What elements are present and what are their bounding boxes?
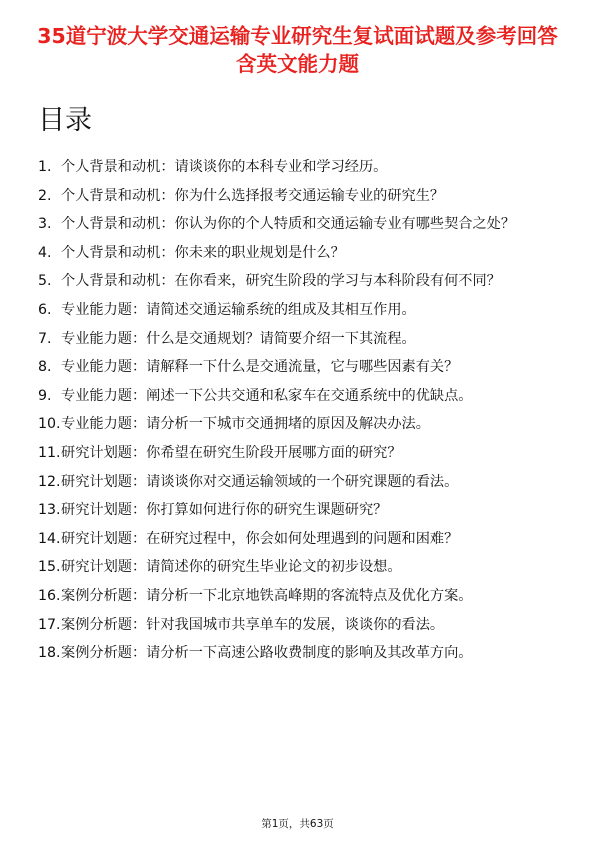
toc-item-text: 个人背景和动机：请谈谈你的本科专业和学习经历。: [61, 159, 388, 175]
toc-item-text: 研究计划题：在研究过程中，你会如何处理遇到的问题和困难？: [61, 530, 459, 547]
toc-item-text: 个人背景和动机：你未来的职业规划是什么？: [61, 244, 345, 261]
toc-item-number: 2.: [38, 187, 52, 204]
toc-item-number: 18.: [38, 645, 61, 662]
toc-item-number: 15.: [38, 559, 61, 576]
toc-heading: 目录: [38, 105, 92, 136]
toc-item-text: 专业能力题：请分析一下城市交通拥堵的原因及解决办法。: [61, 416, 430, 433]
toc-item-number: 11.: [38, 444, 61, 461]
toc-item-text: 专业能力题：请简述交通运输系统的组成及其相互作用。: [61, 301, 416, 318]
toc-item[interactable]: [38, 643, 563, 663]
toc-item-text: 案例分析题：请分析一下北京地铁高峰期的客流特点及优化方案。: [61, 587, 473, 604]
toc-item-number: 5.: [38, 273, 52, 290]
toc-item[interactable]: [38, 157, 563, 177]
toc-item[interactable]: [38, 214, 563, 234]
toc-item-number: 16.: [38, 587, 61, 604]
toc-item[interactable]: [38, 529, 563, 549]
toc-item-number: 7.: [38, 330, 52, 347]
toc-item[interactable]: [38, 586, 563, 606]
toc-item-text: 个人背景和动机：你为什么选择报考交通运输专业的研究生？: [61, 187, 445, 204]
toc-item[interactable]: [38, 329, 563, 349]
toc-item-number: 6.: [38, 301, 52, 318]
toc-item[interactable]: [38, 500, 563, 520]
toc-item[interactable]: [38, 357, 563, 377]
toc-item[interactable]: [38, 414, 563, 434]
toc-item[interactable]: [38, 186, 563, 206]
toc-item[interactable]: [38, 300, 563, 320]
toc-item-number: 3.: [38, 216, 52, 233]
page-footer: 第1页，共63页: [261, 818, 334, 830]
toc-item-text: 专业能力题：请解释一下什么是交通流量，它与哪些因素有关？: [61, 359, 459, 376]
toc-item-text: 专业能力题：阐述一下公共交通和私家车在交通系统中的优缺点。: [61, 387, 473, 404]
toc-item-number: 1.: [38, 159, 52, 175]
toc-item-text: 案例分析题：针对我国城市共享单车的发展，谈谈你的看法。: [61, 616, 445, 633]
toc-item-text: 研究计划题：请简述你的研究生毕业论文的初步设想。: [61, 559, 402, 576]
toc-item[interactable]: [38, 271, 563, 291]
document-title: 35道宁波大学交通运输专业研究生复试面试题及参考回答含英文能力题: [37, 24, 558, 76]
toc-item-text: 个人背景和动机：在你看来，研究生阶段的学习与本科阶段有何不同？: [61, 273, 501, 290]
toc-item[interactable]: [38, 443, 563, 463]
toc-item-number: 9.: [38, 387, 52, 404]
toc-item-number: 14.: [38, 530, 61, 547]
toc-item[interactable]: [38, 557, 563, 577]
toc-item[interactable]: [38, 386, 563, 406]
toc-list: [38, 157, 563, 672]
toc-item[interactable]: [38, 243, 563, 263]
toc-item-number: 17.: [38, 616, 61, 633]
toc-item-number: 12.: [38, 473, 61, 490]
toc-item-number: 4.: [38, 244, 52, 261]
toc-item[interactable]: [38, 472, 563, 492]
toc-item-text: 研究计划题：你希望在研究生阶段开展哪方面的研究？: [61, 444, 402, 461]
toc-item-number: 8.: [38, 359, 52, 376]
toc-item-text: 专业能力题：什么是交通规划？请简要介绍一下其流程。: [61, 330, 416, 347]
toc-item-text: 研究计划题：请谈谈你对交通运输领域的一个研究课题的看法。: [61, 473, 459, 490]
toc-item-number: 13.: [38, 502, 61, 519]
toc-item-text: 个人背景和动机：你认为你的个人特质和交通运输专业有哪些契合之处？: [61, 216, 516, 233]
toc-item-number: 10.: [38, 416, 61, 433]
toc-item-text: 案例分析题：请分析一下高速公路收费制度的影响及其改革方向。: [61, 645, 473, 662]
toc-item-text: 研究计划题：你打算如何进行你的研究生课题研究？: [61, 502, 388, 519]
toc-item[interactable]: [38, 615, 563, 635]
